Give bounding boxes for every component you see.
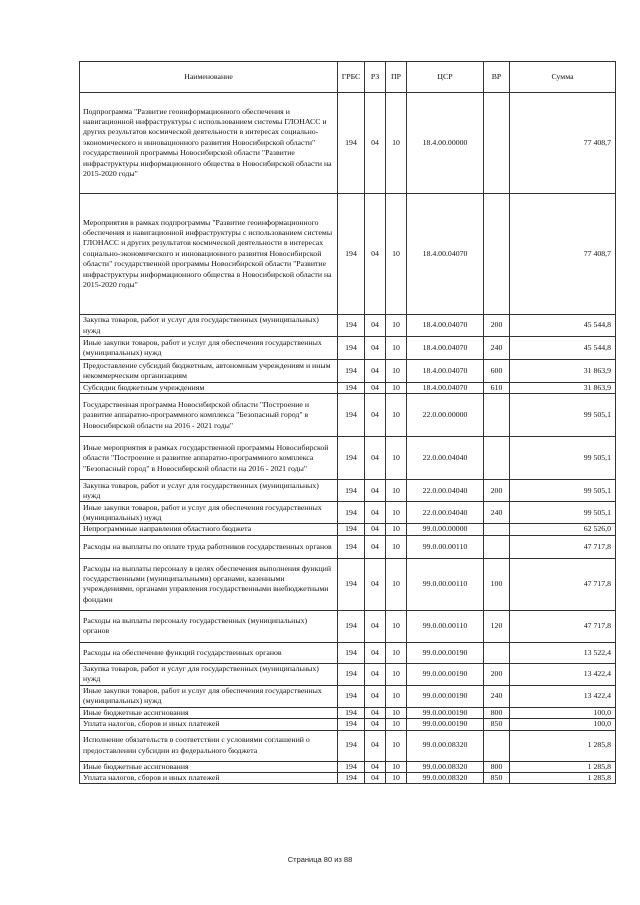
- cell-sum: 99 505,1: [510, 480, 616, 502]
- cell-vr: [484, 642, 510, 663]
- table-row: [80, 337, 616, 360]
- cell-grbs: 194: [338, 610, 365, 642]
- cell-name: Иные мероприятия в рамках государственной программы Новосибирской области "Построение и развитие аппаратно-программного комплекса "Безопасный город" в Новосибирской области на 2016 - 2021 годы": [80, 437, 338, 480]
- cell-grbs: 194: [338, 558, 365, 610]
- cell-csr: 99.0.00.00110: [407, 558, 484, 610]
- table-row: [80, 685, 616, 707]
- cell-pr: 10: [386, 558, 407, 610]
- cell-name: Мероприятия в рамках подпрограммы "Развитие геоинформационного обеспечения и навигационной инфраструктуры с использованием системы ГЛОНАСС и других результатов космической деятельности в интересах социально-экономического и инновационного развития Новосибирской области" государственной программы Новосибирской области "Развитие инфраструктуры информационного общества в Новосибирской области на 2015-2020 годы": [80, 194, 338, 315]
- cell-csr: 99.0.00.00190: [407, 685, 484, 707]
- table-header-row: [80, 62, 616, 93]
- cell-csr: 99.0.00.00110: [407, 610, 484, 642]
- cell-rz: 04: [365, 663, 386, 685]
- cell-name: Государственная программа Новосибирской области "Построение и развитие аппаратно-программного комплекса "Безопасный город" в Новосибирской области на 2016 - 2021 годы": [80, 394, 338, 437]
- cell-vr: 200: [484, 480, 510, 502]
- cell-name: Уплата налогов, сборов и иных платежей: [80, 773, 338, 784]
- cell-name: Иные бюджетные ассигнования: [80, 707, 338, 718]
- cell-csr: 99.0.00.08320: [407, 773, 484, 784]
- cell-name: Иные закупки товаров, работ и услуг для обеспечения государственных (муниципальных) нужд: [80, 685, 338, 707]
- cell-vr: 200: [484, 663, 510, 685]
- cell-name: Закупка товаров, работ и услуг для государственных (муниципальных) нужд: [80, 315, 338, 337]
- cell-pr: 10: [386, 383, 407, 394]
- cell-rz: 04: [365, 773, 386, 784]
- cell-pr: 10: [386, 663, 407, 685]
- cell-sum: 47 717,8: [510, 535, 616, 558]
- cell-rz: 04: [365, 437, 386, 480]
- cell-name: Расходы на выплаты персоналу государственных (муниципальных) органов: [80, 610, 338, 642]
- cell-rz: 04: [365, 719, 386, 730]
- cell-vr: 120: [484, 610, 510, 642]
- column-header-vr: ВР: [484, 62, 510, 93]
- table-row: [80, 480, 616, 502]
- column-header-sum: Сумма: [510, 62, 616, 93]
- cell-grbs: 194: [338, 685, 365, 707]
- cell-rz: 04: [365, 685, 386, 707]
- cell-rz: 04: [365, 524, 386, 535]
- cell-csr: 99.0.00.00190: [407, 707, 484, 718]
- cell-grbs: 194: [338, 437, 365, 480]
- cell-csr: 18.4.00.04070: [407, 337, 484, 360]
- cell-rz: 04: [365, 480, 386, 502]
- table-row: [80, 360, 616, 383]
- cell-csr: 18.4.00.04070: [407, 383, 484, 394]
- cell-grbs: 194: [338, 707, 365, 718]
- table-row: [80, 558, 616, 610]
- cell-vr: 240: [484, 502, 510, 524]
- cell-sum: 100,0: [510, 719, 616, 730]
- cell-csr: 99.0.00.00190: [407, 719, 484, 730]
- cell-pr: 10: [386, 93, 407, 194]
- cell-vr: 100: [484, 558, 510, 610]
- cell-rz: 04: [365, 761, 386, 772]
- table-row: [80, 535, 616, 558]
- cell-csr: 99.0.00.00000: [407, 524, 484, 535]
- cell-csr: 22.0.00.00000: [407, 394, 484, 437]
- table-body: [80, 62, 616, 784]
- cell-csr: 99.0.00.00190: [407, 663, 484, 685]
- cell-sum: 77 408,7: [510, 194, 616, 315]
- cell-grbs: 194: [338, 194, 365, 315]
- cell-sum: 31 863,9: [510, 383, 616, 394]
- cell-rz: 04: [365, 315, 386, 337]
- cell-vr: 800: [484, 707, 510, 718]
- cell-rz: 04: [365, 642, 386, 663]
- cell-pr: 10: [386, 437, 407, 480]
- cell-rz: 04: [365, 707, 386, 718]
- cell-pr: 10: [386, 642, 407, 663]
- cell-rz: 04: [365, 93, 386, 194]
- column-header-rz: РЗ: [365, 62, 386, 93]
- cell-sum: 77 408,7: [510, 93, 616, 194]
- cell-name: Непрограммные направления областного бюджета: [80, 524, 338, 535]
- column-header-csr: ЦСР: [407, 62, 484, 93]
- table-row: [80, 194, 616, 315]
- cell-pr: 10: [386, 524, 407, 535]
- cell-csr: 18.4.00.04070: [407, 194, 484, 315]
- cell-sum: 13 422,4: [510, 685, 616, 707]
- cell-rz: 04: [365, 730, 386, 761]
- table-row: [80, 610, 616, 642]
- cell-csr: 22.0.00.04040: [407, 437, 484, 480]
- cell-grbs: 194: [338, 480, 365, 502]
- cell-sum: 13 422,4: [510, 663, 616, 685]
- cell-rz: 04: [365, 502, 386, 524]
- cell-csr: 18.4.00.04070: [407, 315, 484, 337]
- cell-rz: 04: [365, 394, 386, 437]
- cell-vr: [484, 394, 510, 437]
- cell-grbs: 194: [338, 761, 365, 772]
- cell-sum: 47 717,8: [510, 610, 616, 642]
- cell-name: Закупка товаров, работ и услуг для государственных (муниципальных) нужд: [80, 480, 338, 502]
- cell-csr: 99.0.00.08320: [407, 761, 484, 772]
- cell-vr: [484, 93, 510, 194]
- cell-sum: 99 505,1: [510, 437, 616, 480]
- table-row: [80, 773, 616, 784]
- table-row: [80, 730, 616, 761]
- cell-pr: 10: [386, 535, 407, 558]
- cell-csr: 99.0.00.08320: [407, 730, 484, 761]
- table-row: [80, 93, 616, 194]
- table-row: [80, 663, 616, 685]
- cell-sum: 99 505,1: [510, 394, 616, 437]
- cell-grbs: 194: [338, 315, 365, 337]
- cell-rz: 04: [365, 194, 386, 315]
- cell-vr: 850: [484, 773, 510, 784]
- cell-pr: 10: [386, 194, 407, 315]
- cell-grbs: 194: [338, 535, 365, 558]
- cell-grbs: 194: [338, 730, 365, 761]
- cell-name: Закупка товаров, работ и услуг для государственных (муниципальных) нужд: [80, 663, 338, 685]
- cell-sum: 47 717,8: [510, 558, 616, 610]
- cell-pr: 10: [386, 707, 407, 718]
- column-header-name: Наименование: [80, 62, 338, 93]
- cell-sum: 100,0: [510, 707, 616, 718]
- cell-grbs: 194: [338, 642, 365, 663]
- cell-grbs: 194: [338, 394, 365, 437]
- cell-grbs: 194: [338, 524, 365, 535]
- table-row: [80, 315, 616, 337]
- cell-sum: 1 285,8: [510, 761, 616, 772]
- cell-grbs: 194: [338, 663, 365, 685]
- cell-pr: 10: [386, 315, 407, 337]
- cell-vr: 240: [484, 337, 510, 360]
- cell-name: Расходы на выплаты по оплате труда работников государственных органов: [80, 535, 338, 558]
- cell-csr: 18.4.00.00000: [407, 93, 484, 194]
- cell-rz: 04: [365, 558, 386, 610]
- cell-grbs: 194: [338, 360, 365, 383]
- cell-name: Иные закупки товаров, работ и услуг для обеспечения государственных (муниципальных) нужд: [80, 337, 338, 360]
- cell-name: Расходы на обеспечение функций государственных органов: [80, 642, 338, 663]
- cell-name: Подпрограмма "Развитие геоинформационного обеспечения и навигационной инфраструктуры с использованием системы ГЛОНАСС и других результатов космической деятельности в интересах социально-экономического и инновационного развития Новосибирской области" государственной программы Новосибирской области "Развитие инфраструктуры информационного общества в Новосибирской области на 2015-2020 годы": [80, 93, 338, 194]
- cell-name: Расходы на выплаты персоналу в целях обеспечения выполнения функций государственными (муниципальными) органами, казенными учреждениями, органами управления государственными внебюджетными фондами: [80, 558, 338, 610]
- cell-name: Иные закупки товаров, работ и услуг для обеспечения государственных (муниципальных) нужд: [80, 502, 338, 524]
- cell-name: Предоставление субсидий бюджетным, автономным учреждениям и иным некоммерческим организациям: [80, 360, 338, 383]
- cell-name: Иные бюджетные ассигнования: [80, 761, 338, 772]
- table-row: [80, 707, 616, 718]
- cell-rz: 04: [365, 337, 386, 360]
- table-row: [80, 383, 616, 394]
- table-row: [80, 394, 616, 437]
- table-row: [80, 761, 616, 772]
- cell-pr: 10: [386, 502, 407, 524]
- cell-vr: [484, 194, 510, 315]
- cell-csr: 99.0.00.00190: [407, 642, 484, 663]
- cell-grbs: 194: [338, 337, 365, 360]
- cell-vr: [484, 535, 510, 558]
- cell-pr: 10: [386, 480, 407, 502]
- table-row: [80, 642, 616, 663]
- budget-table: [79, 61, 616, 784]
- cell-vr: 850: [484, 719, 510, 730]
- cell-grbs: 194: [338, 93, 365, 194]
- cell-csr: 22.0.00.04040: [407, 502, 484, 524]
- cell-vr: [484, 437, 510, 480]
- cell-sum: 45 544,8: [510, 315, 616, 337]
- cell-vr: [484, 524, 510, 535]
- cell-sum: 45 544,8: [510, 337, 616, 360]
- cell-name: Исполнение обязательств в соответствии с условиями соглашений о предоставлении субсидии из федерального бюджета: [80, 730, 338, 761]
- cell-vr: [484, 730, 510, 761]
- cell-sum: 1 285,8: [510, 773, 616, 784]
- cell-vr: 600: [484, 360, 510, 383]
- cell-pr: 10: [386, 719, 407, 730]
- cell-pr: 10: [386, 685, 407, 707]
- cell-vr: 200: [484, 315, 510, 337]
- cell-rz: 04: [365, 383, 386, 394]
- cell-name: Уплата налогов, сборов и иных платежей: [80, 719, 338, 730]
- cell-name: Субсидии бюджетным учреждениям: [80, 383, 338, 394]
- cell-pr: 10: [386, 773, 407, 784]
- cell-pr: 10: [386, 730, 407, 761]
- cell-sum: 99 505,1: [510, 502, 616, 524]
- cell-pr: 10: [386, 394, 407, 437]
- cell-rz: 04: [365, 610, 386, 642]
- page-number: Страница 80 из 88: [287, 855, 353, 864]
- cell-csr: 99.0.00.00110: [407, 535, 484, 558]
- table-row: [80, 502, 616, 524]
- cell-grbs: 194: [338, 502, 365, 524]
- cell-vr: 800: [484, 761, 510, 772]
- cell-grbs: 194: [338, 719, 365, 730]
- cell-grbs: 194: [338, 773, 365, 784]
- cell-sum: 31 863,9: [510, 360, 616, 383]
- cell-pr: 10: [386, 337, 407, 360]
- cell-sum: 1 285,8: [510, 730, 616, 761]
- cell-pr: 10: [386, 761, 407, 772]
- cell-sum: 62 526,0: [510, 524, 616, 535]
- cell-vr: 240: [484, 685, 510, 707]
- cell-pr: 10: [386, 610, 407, 642]
- cell-csr: 22.0.00.04040: [407, 480, 484, 502]
- cell-csr: 18.4.00.04070: [407, 360, 484, 383]
- cell-rz: 04: [365, 360, 386, 383]
- cell-rz: 04: [365, 535, 386, 558]
- table-row: [80, 437, 616, 480]
- column-header-grbs: ГРБС: [338, 62, 365, 93]
- cell-pr: 10: [386, 360, 407, 383]
- column-header-pr: ПР: [386, 62, 407, 93]
- table-row: [80, 719, 616, 730]
- cell-grbs: 194: [338, 383, 365, 394]
- table-row: [80, 524, 616, 535]
- cell-vr: 610: [484, 383, 510, 394]
- cell-sum: 13 522,4: [510, 642, 616, 663]
